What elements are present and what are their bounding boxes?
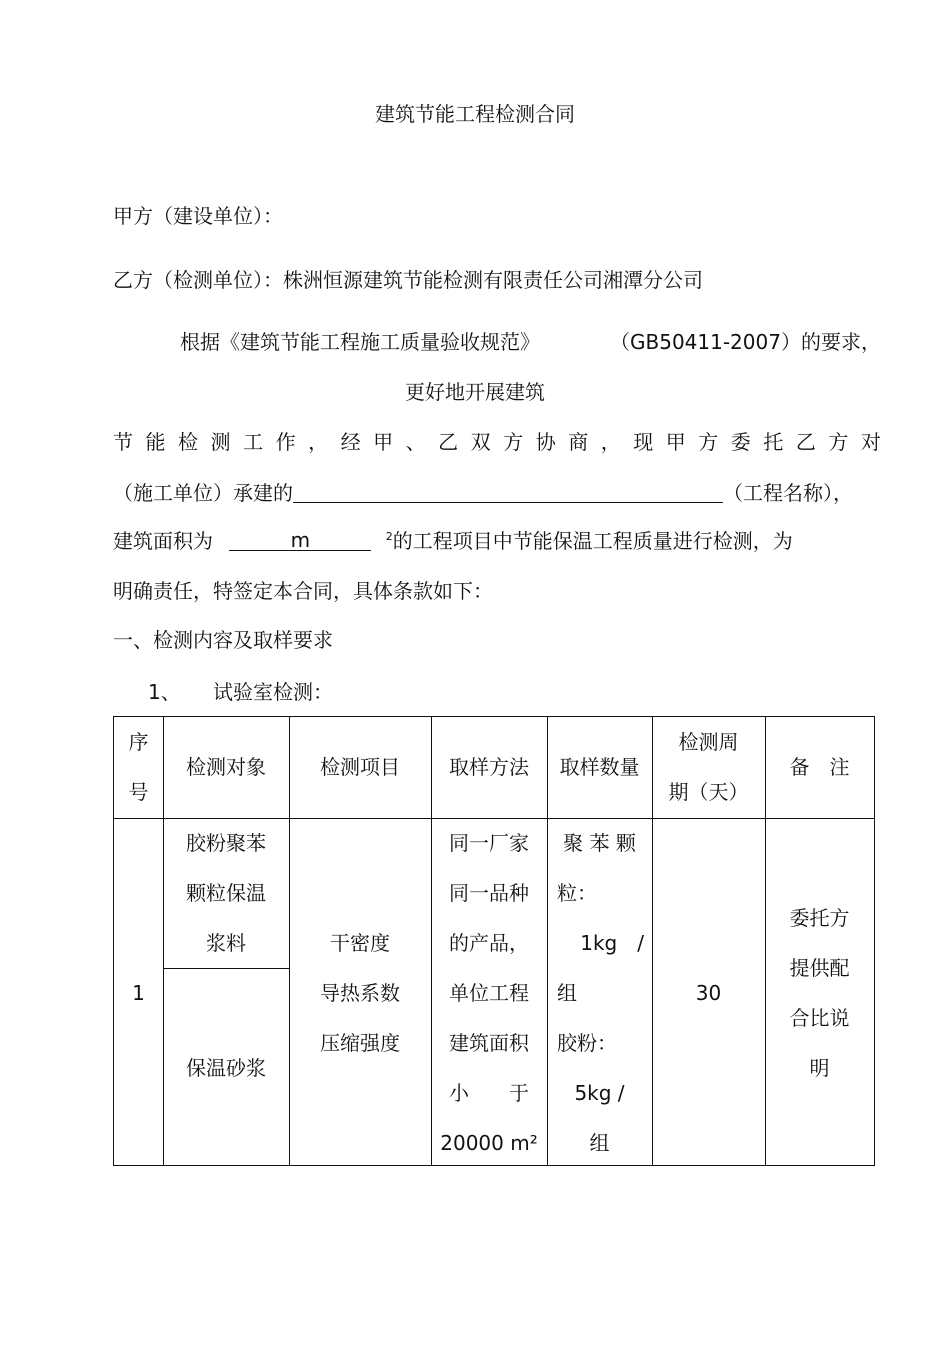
basis-line5 [113,530,793,551]
basis-line3-char: 方 [698,430,719,454]
basis-line4-b: （工程名称）， [723,481,853,505]
basis-line3-char: 现 [633,430,654,454]
basis-line3 [113,432,881,452]
basis-line3-char: 乙 [795,430,816,454]
row1-item: 干密度 导热系数 压缩强度 [320,931,400,1055]
party-b-label: 乙方（检测单位）：株洲恒源建筑节能检测有限责任公司湘潭分公司 [113,268,703,292]
basis-line3-char: 节 [113,430,133,454]
area-unit-sup: 2 [385,530,393,544]
basis-line2: 更好地开展建筑 [405,380,545,404]
basis-line3-char: 检 [178,430,199,454]
basis-line3-char: 作 [275,430,296,454]
basis-line3-char: 经 [340,430,361,454]
basis-line3-char: 能 [145,430,166,454]
basis-line3-char: 方 [503,430,524,454]
area-unit: m [290,528,311,552]
basis-line3-char: 甲 [665,430,686,454]
basis-line3-char: 方 [828,430,849,454]
basis-line3-char: 、 [405,430,426,454]
basis-line3-char: 工 [243,430,264,454]
basis-line3-char: 甲 [373,430,394,454]
basis-line3-char: 商 [568,430,589,454]
header-object: 检测对象 [186,755,266,779]
row1-quantity: 聚 苯 颗 粒： 1kg / 组 胶粉： 5kg / 组 [557,831,644,1155]
basis-line5-b: 的工程项目中节能保温工程质量进行检测，为 [392,529,793,553]
header-period: 检测周 期（天） [668,730,749,804]
basis-line4-a: （施工单位）承建的 [113,481,293,505]
basis-line3-char: 协 [535,430,556,454]
header-method: 取样方法 [449,755,529,779]
row1-object-a: 胶粉聚苯 颗粒保温 浆料 [186,831,266,955]
area-blank [229,530,371,551]
header-quantity: 取样数量 [559,755,640,779]
basis-line4 [113,482,853,503]
basis-line3-char: 乙 [438,430,459,454]
subsection-label: 试验室检测： [213,680,333,704]
basis-line3-char: 对 [860,430,881,454]
basis-line5-a: 建筑面积为 [113,529,213,553]
basis-line3-char: ， [600,430,621,454]
basis-line3-char: 委 [730,430,751,454]
row1-remark: 委托方 提供配 合比说 明 [789,906,850,1080]
basis-line3-char: 测 [210,430,231,454]
header-remark: 备 注 [789,755,850,779]
basis-line3-char: 双 [470,430,491,454]
lab-test-table [113,716,875,1166]
basis-line1-b: （GB50411-2007）的要求， [610,330,881,354]
section-heading-1: 一、检测内容及取样要求 [113,628,333,652]
party-a-label: 甲方（建设单位）： [113,204,283,228]
basis-line1-a: 根据《建筑节能工程施工质量验收规范》 [180,330,540,354]
row1-seq: 1 [132,981,145,1005]
basis-line6: 明确责任，特签定本合同，具体条款如下： [113,579,493,603]
row1-period: 30 [695,981,722,1005]
row1-method: 同一厂家 同一品种 的产品， 单位工程 建筑面积 小 于 20000 m² [440,831,538,1155]
row1-object-b: 保温砂浆 [186,1056,266,1080]
header-seq: 序 号 [128,730,149,804]
project-name-blank [293,482,723,503]
basis-line3-char: ， [308,430,329,454]
basis-line3-char: 托 [763,430,784,454]
subsection-number: 1、 [148,680,181,704]
document-title: 建筑节能工程检测合同 [375,102,575,126]
header-item: 检测项目 [320,755,400,779]
